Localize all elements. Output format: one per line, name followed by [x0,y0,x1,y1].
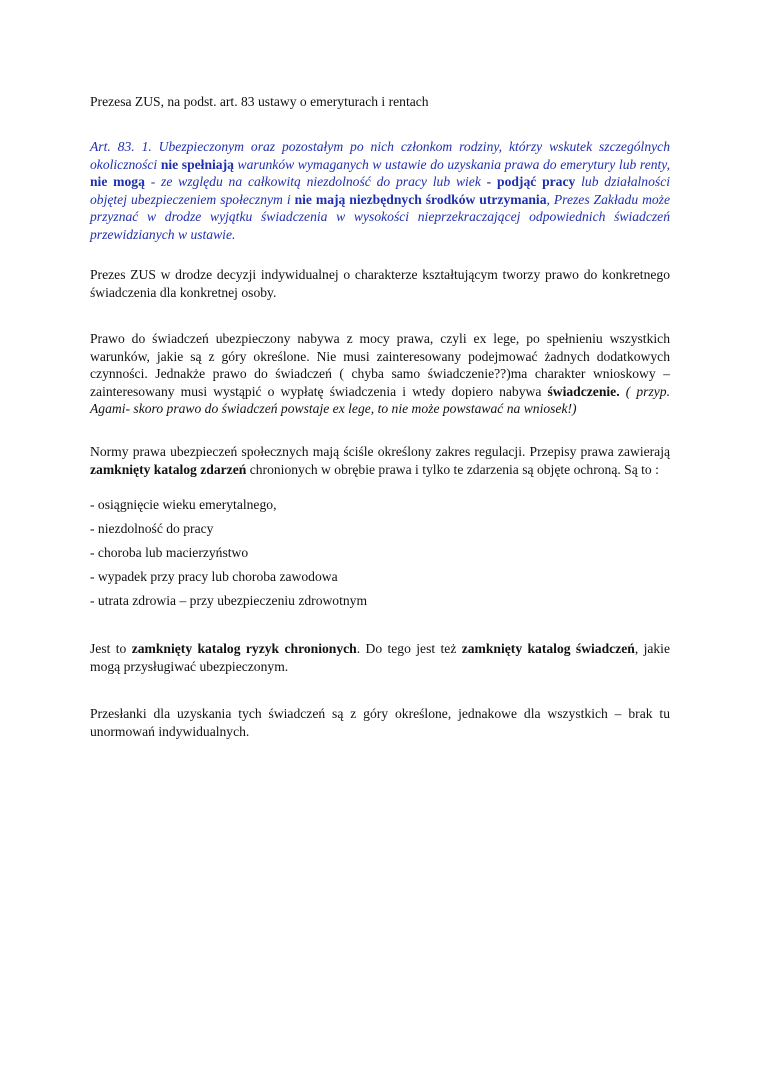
quote-bold-4: nie mają niezbędnych środków utrzymania [294,191,547,207]
p4-bold-2: zamknięty katalog świadczeń [461,641,635,656]
paragraph-norms [90,443,670,478]
quote-text-4: lub działalności objętej ubezpieczeniem społecznym i [90,174,671,207]
paragraph-ex-lege [90,330,670,418]
quote-text-2: warunków wymaganych w ustawie do uzyskania prawa do emerytury lub renty, [233,156,670,172]
quote-text-3: - ze względu na całkowitą niezdolność do pracy lub wiek [144,174,487,189]
list-item: - osiągnięcie wieku emerytalnego, [90,497,277,512]
article-83-quote [90,138,670,243]
p3-text-2: chronionych w obrębie prawa i tylko te zdarzenia są objęte ochroną. Są to : [246,461,659,477]
p4-bold-1: zamknięty katalog ryzyk chronionych [131,641,357,656]
list-item: - utrata zdrowia – przy ubezpieczeniu zdrowotnym [90,593,368,608]
quote-bold-3: - podjąć pracy [486,174,576,189]
p4-text-2: . Do tego jest też [356,641,462,656]
paragraph-decision: Prezes ZUS w drodze decyzji indywidualnej o charakterze kształtującym tworzy prawo do konkretnego świadczenia dla konkretnej osoby. [90,267,670,300]
quote-bold-1: nie spełniają [160,156,234,172]
p4-text-1: Jest to [90,641,132,656]
quote-text-5: , Prezes Zakładu może przyznać w drodze wyjątku świadczenia w wysokości nieprzekraczającej odpowiednich świadczeń przewidzianych w ustawie. [90,191,671,242]
p3-text-1: Normy prawa ubezpieczeń społecznych mają ściśle określony zakres regulacji. Przepisy prawa zawierają [90,444,670,459]
p2-note: ( przyp. Agami- skoro prawo do świadczeń powstaje ex lege, to nie może powstawać na wniosek!) [90,383,670,416]
events-list [90,496,670,616]
document-heading: Prezesa ZUS, na podst. art. 83 ustawy o emeryturach i rentach [90,94,429,109]
p4-text-3: , jakie mogą przysługiwać ubezpieczonym. [90,641,670,674]
p2-text-1: Prawo do świadczeń ubezpieczony nabywa z mocy prawa, czyli ex lege, po spełnieniu wszystkich warunków, jakie są z góry określone. Nie musi zainteresowany podejmować żadnych dodatkowych czynności. Jednakże prawo do świadczeń ( chyba samo świadczenie??)ma charakter wnioskowy – zainteresowany musi wystąpić o wypłatę świadczenia i wtedy dopiero nabywa [90,331,670,399]
p3-bold-1: zamknięty katalog zdarzeń [90,461,247,477]
p2-bold-1: świadczenie. [547,383,620,399]
paragraph-catalog [90,640,670,675]
quote-bold-2: nie mogą [90,174,145,189]
quote-text-1: Art. 83. 1. Ubezpieczonym oraz pozostałym po nich członkom rodziny, którzy wskutek szczególnych okoliczności [90,139,670,172]
list-item: - wypadek przy pracy lub choroba zawodowa [90,569,338,584]
paragraph-premises: Przesłanki dla uzyskania tych świadczeń są z góry określone, jednakowe dla wszystkich – brak tu unormowań indywidualnych. [90,706,670,739]
list-item: - niezdolność do pracy [90,521,214,536]
list-item: - choroba lub macierzyństwo [90,545,249,560]
